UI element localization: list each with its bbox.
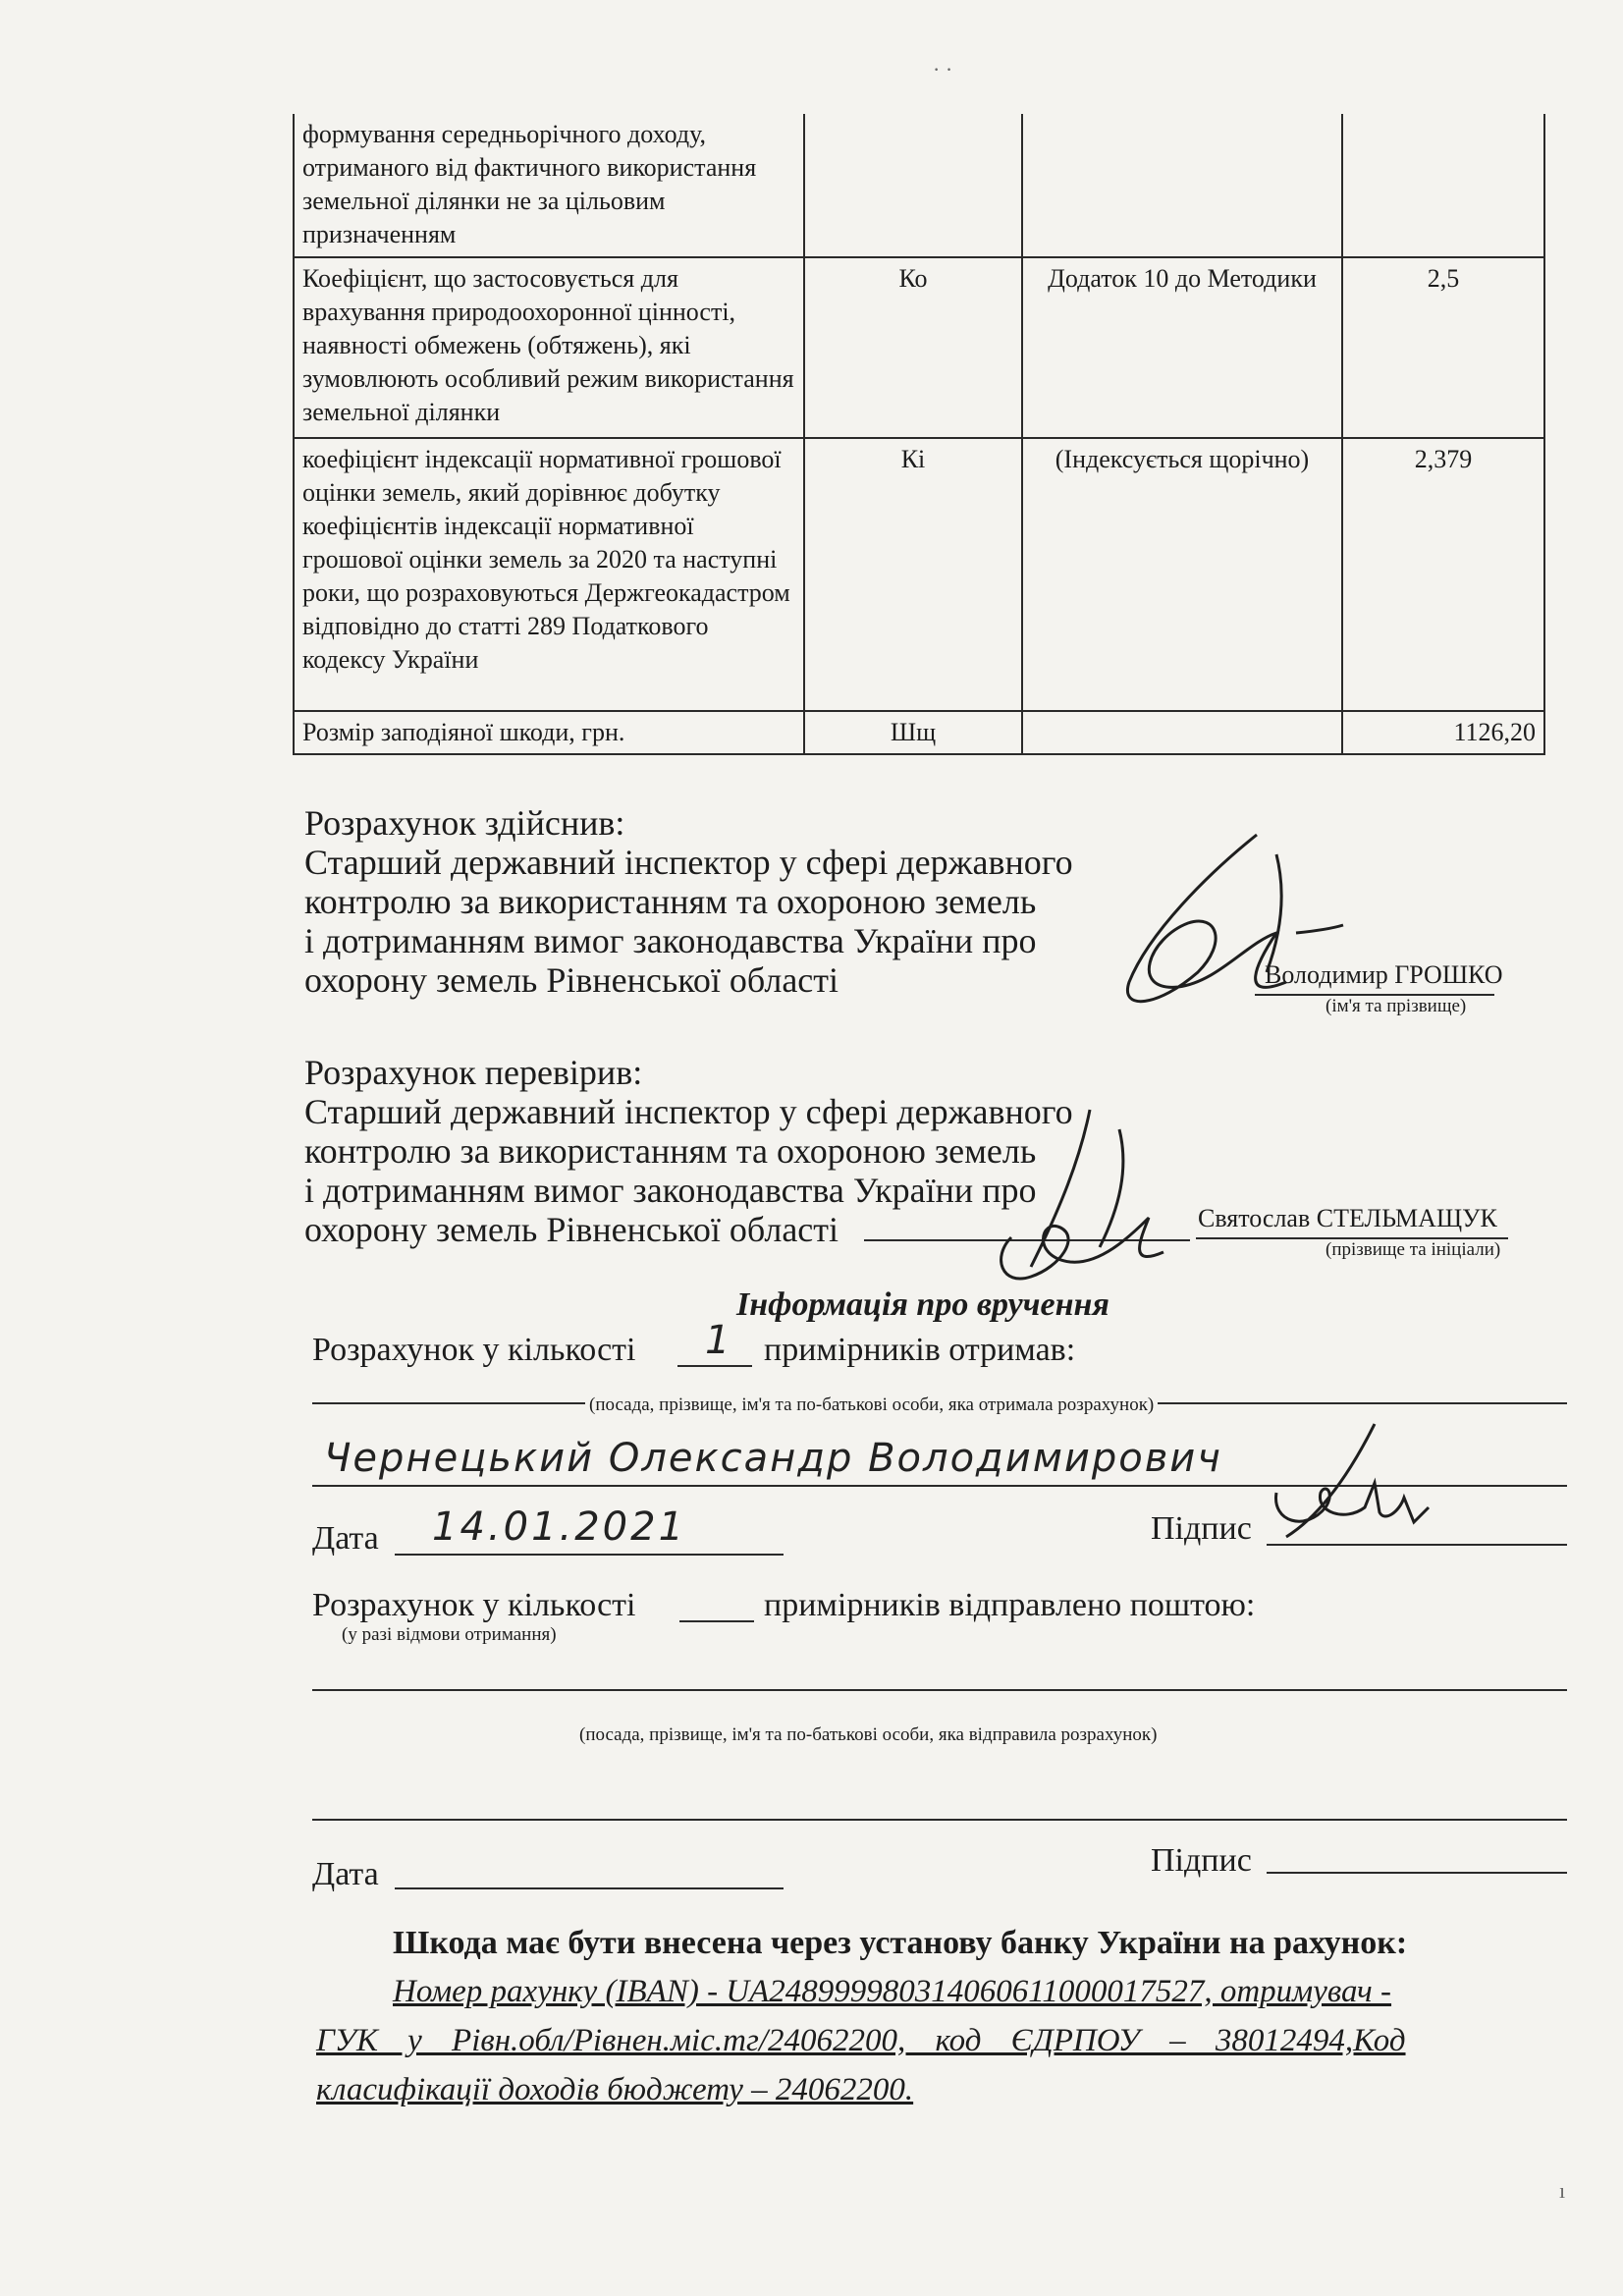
table-cell-source: (Індексується щорічно) xyxy=(1022,438,1342,711)
date-line-2 xyxy=(395,1887,784,1889)
bank-account-line: Номер рахунку (IBAN) - UA248999980314060611000017527, отримувач - xyxy=(393,1974,1392,2009)
delivery-title: Інформація про вручення xyxy=(736,1286,1109,1323)
calc-checked-block xyxy=(304,1053,1073,1249)
received-caption: (посада, прізвище, ім'я та по-батькові особи, яка отримала розрахунок) xyxy=(585,1394,1158,1416)
scan-speck: ı xyxy=(1559,2178,1566,2203)
inspector-1-caption: (ім'я та прізвище) xyxy=(1325,996,1467,1016)
signature-label-2: Підпис xyxy=(1151,1842,1252,1879)
table-cell-description: коефіцієнт індексації нормативної грошової оцінки земель, який дорівнює добутку коефіцієнтів індексації нормативної грошової оцінки земель за 2020 та наступні роки, що розраховуються Держгеокадастром відповідно до статті 289 Податкового кодексу України xyxy=(294,438,804,711)
signature-inspector-1 xyxy=(1090,815,1345,1051)
table-cell-value: 1126,20 xyxy=(1342,711,1544,754)
date-label-2: Дата xyxy=(312,1856,379,1892)
sent-line-2 xyxy=(312,1819,1567,1821)
signature-inspector-2 xyxy=(972,1100,1188,1296)
date-line xyxy=(395,1554,784,1556)
calc-done-line: охорону земель Рівненської області xyxy=(304,960,839,1000)
table-cell-symbol: Кі xyxy=(804,438,1022,711)
sent-line-1 xyxy=(312,1689,1567,1691)
table-cell-description: формування середньорічного доходу, отриманого від фактичного використання земельної ділянки не за цільовим призначенням xyxy=(294,114,804,257)
calc-done-block xyxy=(304,803,1073,1000)
signature-label: Підпис xyxy=(1151,1510,1252,1547)
table-cell-description: Коефіцієнт, що застосовується для врахування природоохоронної цінності, наявності обмежень (обтяжень), які зумовлюють особливий режим використання земельної ділянки xyxy=(294,257,804,438)
received-prefix: Розрахунок у кількості xyxy=(312,1332,636,1368)
table-cell-symbol xyxy=(804,114,1022,257)
table-cell-source: Додаток 10 до Методики xyxy=(1022,257,1342,438)
table-row xyxy=(294,114,1544,257)
inspector-2-caption: (прізвище та ініціали) xyxy=(1325,1239,1501,1260)
table-cell-value xyxy=(1342,114,1544,257)
table-cell-source xyxy=(1022,114,1342,257)
calc-checked-line: Старший державний інспектор у сфері державного xyxy=(304,1092,1073,1131)
table-row xyxy=(294,438,1544,711)
received-suffix: примірників отримав: xyxy=(764,1332,1076,1368)
calc-checked-line: охорону земель Рівненської області xyxy=(304,1210,839,1249)
calc-done-heading: Розрахунок здійснив: xyxy=(304,803,625,843)
recipient-name-handwritten: Чернецький Олександр Володимирович xyxy=(324,1436,1222,1481)
bank-classification-line: класифікації доходів бюджету – 24062200. xyxy=(316,2072,914,2107)
date-handwritten: 14.01.2021 xyxy=(432,1504,687,1550)
table-row xyxy=(294,711,1544,754)
calc-done-line: контролю за використанням та охороною земель xyxy=(304,882,1037,921)
sent-suffix: примірників відправлено поштою: xyxy=(764,1587,1256,1623)
signature-recipient xyxy=(1267,1414,1434,1552)
table-cell-symbol: Ко xyxy=(804,257,1022,438)
table-row xyxy=(294,257,1544,438)
inspector-2-name: Святослав СТЕЛЬМАЩУК xyxy=(1198,1204,1497,1232)
sent-caption-refusal: (у разі відмови отримання) xyxy=(342,1624,557,1645)
sent-count-line xyxy=(679,1620,754,1622)
table-cell-description: Розмір заподіяної шкоди, грн. xyxy=(294,711,804,754)
table-cell-source xyxy=(1022,711,1342,754)
received-count-handwritten: 1 xyxy=(705,1318,730,1363)
calculation-table xyxy=(293,114,1545,755)
received-count-line xyxy=(677,1365,752,1367)
calc-checked-line: і дотриманням вимог законодавства України про xyxy=(304,1171,1037,1210)
table-cell-value: 2,5 xyxy=(1342,257,1544,438)
calc-checked-heading: Розрахунок перевірив: xyxy=(304,1053,643,1092)
date-label: Дата xyxy=(312,1520,379,1557)
calc-done-line: Старший державний інспектор у сфері державного xyxy=(304,843,1073,882)
scan-speck: · · xyxy=(933,57,953,82)
sent-caption-person: (посада, прізвище, ім'я та по-батькові особи, яка відправила розрахунок) xyxy=(579,1724,1158,1745)
table-cell-symbol: Шщ xyxy=(804,711,1022,754)
calc-done-line: і дотриманням вимог законодавства України про xyxy=(304,921,1037,960)
signature-line-2 xyxy=(1267,1872,1567,1874)
sent-prefix: Розрахунок у кількості xyxy=(312,1587,636,1623)
bank-title: Шкода має бути внесена через установу банку України на рахунок: xyxy=(393,1925,1408,1961)
calc-checked-line: контролю за використанням та охороною земель xyxy=(304,1131,1037,1171)
bank-recipient-line: ГУК у Рівн.обл/Рівнен.міс.тг/24062200, код ЄДРПОУ – 38012494,Код xyxy=(316,2023,1406,2058)
inspector-1-name: Володимир ГРОШКО xyxy=(1265,960,1503,989)
table-cell-value: 2,379 xyxy=(1342,438,1544,711)
